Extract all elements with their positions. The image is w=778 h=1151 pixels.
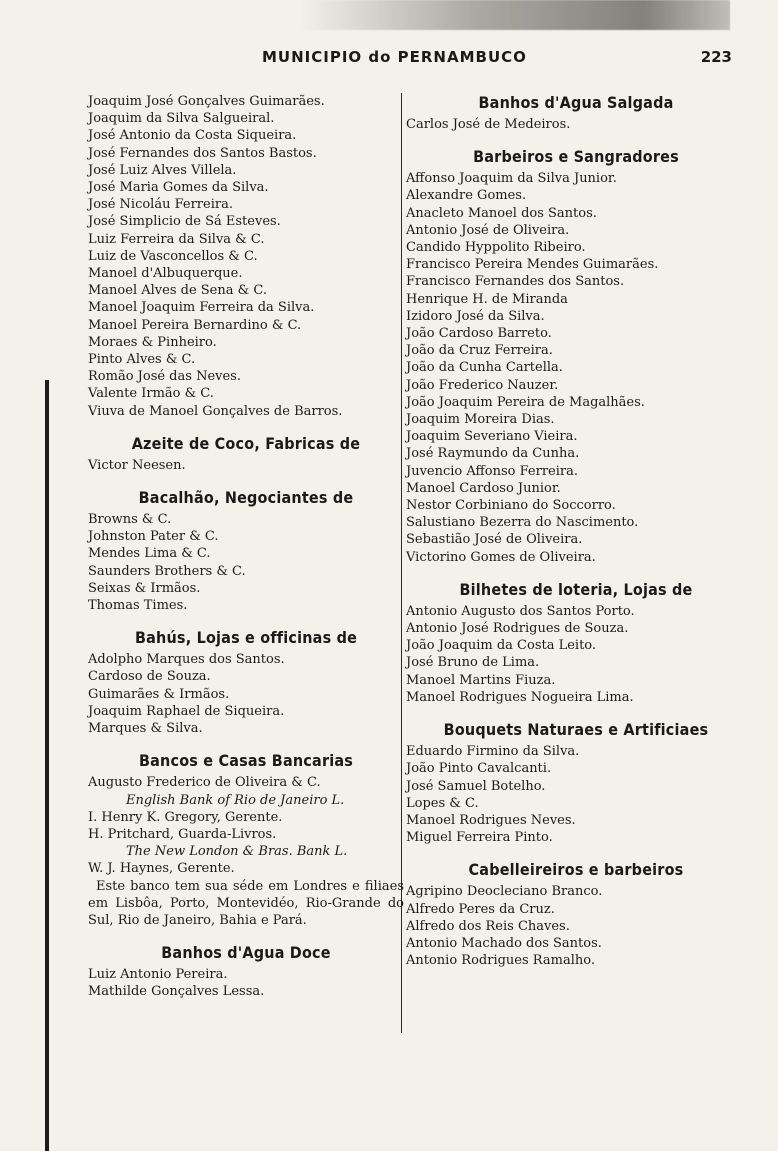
section-heading: Banhos d'Agua Salgada [478,93,674,112]
list-item: Luiz Ferreira da Silva & C. [88,231,265,247]
section-banhos-salgada [406,93,746,133]
section-heading: Barbeiros e Sangradores [473,147,679,167]
list-item: Manoel Alves de Sena & C. [88,283,267,299]
list-item: Manoel Joaquim Ferreira da Silva. [88,300,315,316]
list-item: Adolpho Marques dos Santos. [88,652,285,668]
list-item: Affonso Joaquim da Silva Junior. [406,171,617,187]
list-item: Sebastião José de Oliveira. [406,532,583,548]
section-bilhetes [406,580,746,706]
list-item: Manoel Rodrigues Nogueira Lima. [406,689,634,705]
list-item: I. Henry K. Gregory, Gerente. [88,809,283,825]
list-item: Mendes Lima & C. [88,546,211,562]
list-item: Joaquim Moreira Dias. [406,412,555,428]
list-item: Anacleto Manoel dos Santos. [406,205,597,221]
section-heading: Banhos d'Agua Doce [161,943,331,963]
list-item: Victorino Gomes de Oliveira. [406,549,596,565]
list-item: João Joaquim da Costa Leito. [406,638,597,654]
list-item: Joaquim José Gonçalves Guimarães. [88,94,325,109]
list-item: W. J. Haynes, Gerente. [88,861,235,877]
list-item: Carlos José de Medeiros. [406,117,571,132]
list-item: Saunders Brothers & C. [88,563,246,579]
section-cabelleireiros [406,860,746,969]
list-item: Romão José das Neves. [88,369,241,385]
list-item: Joaquim Raphael de Siqueira. [88,703,285,719]
section-bahus [88,628,404,737]
bank-name: The New London & Bras. Bank L. [126,844,348,860]
bank-name: English Bank of Rio de Janeiro L. [126,792,345,808]
continued-list [88,93,404,420]
list-item: Lopes & C. [406,795,479,811]
right-column [406,93,746,969]
list-item: Marques & Silva. [88,721,203,737]
list-item: Mathilde Gonçalves Lessa. [88,984,265,1000]
section-heading: Bancos e Casas Bancarias [138,751,354,771]
list-item: José Maria Gomes da Silva. [88,180,269,196]
list-item: José Simplicio de Sá Esteves. [88,214,281,230]
list-item: Alexandre Gomes. [406,188,527,204]
section-heading: Bilhetes de loteria, Lojas de [459,579,693,599]
list-item: Francisco Pereira Mendes Guimarães. [406,257,659,273]
section-heading: Cabelleireiros e barbeiros [468,860,684,880]
list-item: José Fernandes dos Santos Bastos. [88,145,317,161]
list-item: Luiz Antonio Pereira. [88,967,228,983]
list-item: José Samuel Botelho. [406,778,546,794]
page-header [262,48,732,74]
list-item: Augusto Frederico de Oliveira & C. [88,775,321,791]
section-bacalhao [88,488,404,614]
list-item: Manoel Pereira Bernardino & C. [88,317,302,333]
list-item: João Pinto Cavalcanti. [406,761,552,777]
list-item: H. Pritchard, Guarda-Livros. [88,826,277,842]
list-item: Antonio José Rodrigues de Souza. [406,621,629,637]
list-item: João Frederico Nauzer. [406,377,559,393]
list-item: Miguel Ferreira Pinto. [406,830,553,846]
section-bouquets [406,720,746,846]
bank-note: Este banco tem sua séde em Londres e filiaes em Lisbôa, Porto, Montevidéo, Rio-Grande do Sul, Rio de Janeiro, Bahia e Pará. [88,878,404,928]
page-title: MUNICIPIO do PERNAMBUCO [262,48,527,66]
list-item: Henrique H. de Miranda [406,291,568,307]
section-heading: Bacalhão, Negociantes de [138,488,354,508]
list-item: Victor Neesen. [88,457,186,473]
list-item: Thomas Times. [88,598,188,614]
scan-artifact [300,0,730,30]
list-item: Viuva de Manoel Gonçalves de Barros. [88,403,343,419]
list-item: Antonio Augusto dos Santos Porto. [406,603,635,619]
list-item: Manoel Martins Fiuza. [406,672,556,688]
list-item: Joaquim Severiano Vieira. [406,429,578,445]
list-item: José Antonio da Costa Siqueira. [88,128,297,144]
list-item: Alfredo Peres da Cruz. [406,901,555,917]
list-item: José Luiz Alves Villela. [88,162,237,178]
list-item: Manoel Rodrigues Neves. [406,812,576,828]
section-banhos-doce [88,943,404,1000]
list-item: Eduardo Firmino da Silva. [406,744,580,760]
list-item: Pinto Alves & C. [88,352,196,368]
list-item: Seixas & Irmãos. [88,580,201,596]
list-item: Cardoso de Souza. [88,669,211,685]
list-item: João da Cruz Ferreira. [406,343,553,359]
list-item: João da Cunha Cartella. [406,360,563,376]
list-item: Browns & C. [88,512,172,528]
list-item: Antonio Machado dos Santos. [406,935,602,951]
list-item: Salustiano Bezerra do Nascimento. [406,515,639,531]
list-item: Johnston Pater & C. [88,529,219,545]
section-heading: Azeite de Coco, Fabricas de [131,433,361,453]
list-item: João Cardoso Barreto. [406,326,552,342]
list-item: Agripino Deocleciano Branco. [406,884,603,900]
list-item: Francisco Fernandes dos Santos. [406,274,625,290]
list-item: Izidoro José da Silva. [406,308,545,324]
list-item: José Bruno de Lima. [406,655,540,671]
left-column [88,93,404,1001]
list-item: Valente Irmão & C. [88,386,214,402]
list-item: Alfredo dos Reis Chaves. [406,918,570,934]
list-item: Antonio Rodrigues Ramalho. [406,953,595,969]
list-item: Manoel Cardoso Junior. [406,480,561,496]
list-item: Joaquim da Silva Salgueiral. [88,111,275,127]
list-item: Manoel d'Albuquerque. [88,266,243,282]
section-bancos [88,751,404,929]
list-item: Guimarães & Irmãos. [88,686,230,702]
list-item: Antonio José de Oliveira. [406,222,570,238]
list-item: João Joaquim Pereira de Magalhães. [406,394,645,410]
list-item: Nestor Corbiniano do Soccorro. [406,498,616,514]
list-item: Luiz de Vasconcellos & C. [88,248,258,264]
list-item: Candido Hyppolito Ribeiro. [406,240,586,256]
section-heading: Bahús, Lojas e officinas de [134,628,358,648]
page-number: 223 [700,48,732,66]
list-item: Moraes & Pinheiro. [88,334,217,350]
list-item: José Nicoláu Ferreira. [88,197,233,213]
section-barbeiros [406,147,746,566]
list-item: José Raymundo da Cunha. [406,446,580,462]
binding-edge [45,380,49,1151]
section-azeite [88,434,404,474]
section-heading: Bouquets Naturaes e Artificiaes [443,720,709,740]
list-item: Juvencio Affonso Ferreira. [406,463,578,479]
